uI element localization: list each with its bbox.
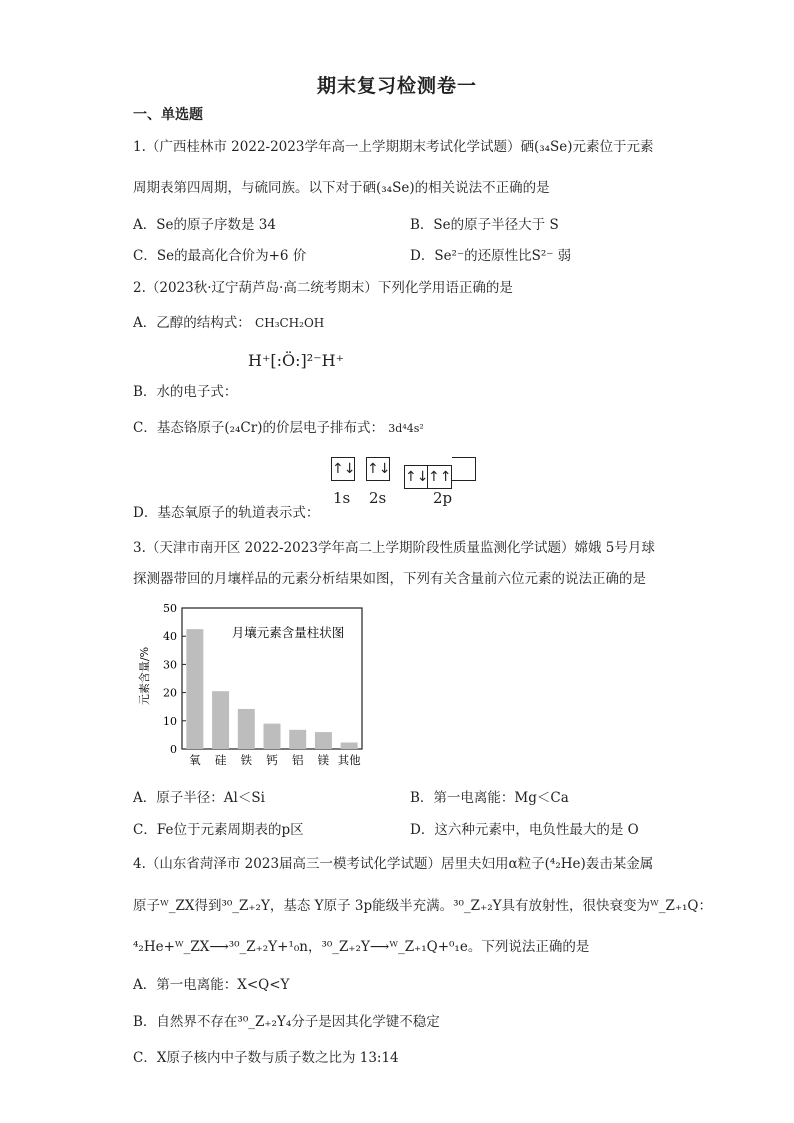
orbital-2p-2: ↑↑	[428, 465, 452, 489]
orbital-2p-1: ↑↓	[404, 465, 428, 489]
chart-title: 月壤元素含量柱状图	[231, 625, 345, 640]
section-title: 一、单选题	[133, 107, 203, 123]
orbital-1s: ↑↓	[331, 457, 355, 481]
water-electron-formula	[248, 351, 344, 370]
q3-stem-line1: 3.（天津市南开区 2022-2023学年高二上学期阶段性质量监测化学试题）嫦娥 5号月球	[133, 540, 655, 556]
orbital-label-2s: 2s	[369, 489, 387, 507]
q3-stem-line2: 探测器带回的月壤样品的元素分析结果如图，下列有关含量前六位元素的说法正确的是	[133, 571, 646, 587]
q1-stem-line2: 周期表第四周期，与硫同族。以下对于硒(₃₄Se)的相关说法不正确的是	[133, 180, 550, 196]
chart-bar	[212, 691, 229, 749]
q2-option-c	[133, 416, 424, 436]
chart-bar	[264, 724, 281, 749]
q2-option-a-label: A．乙醇的结构式：	[133, 315, 251, 331]
q3-option-b: B．第一电离能：Mg＜Ca	[410, 790, 569, 806]
q4-option-b: B．自然界不存在³⁰_Z₊₂Y₄分子是因其化学键不稳定	[133, 1014, 440, 1030]
q2-option-a	[133, 311, 324, 331]
q2-option-a-formula: CH₃CH₂OH	[255, 316, 325, 330]
y-tick-label: 50	[163, 602, 177, 615]
orbital-group-2s	[366, 457, 390, 481]
x-tick-label: 钙	[266, 753, 278, 767]
chart-bar	[315, 732, 332, 749]
chart-ylabel: 元素含量/%	[138, 646, 151, 706]
chart-bar	[341, 743, 358, 749]
q1-option-d: D．Se²⁻的还原性比S²⁻ 弱	[410, 248, 572, 264]
q4-option-c: C．X原子核内中子数与质子数之比为 13:14	[133, 1050, 399, 1066]
q2-option-c-formula: 3d⁴4s²	[388, 422, 424, 435]
q3-option-a: A．原子半径：Al＜Si	[133, 790, 265, 806]
orbital-2s: ↑↓	[366, 457, 390, 481]
x-tick-label: 硅	[214, 753, 227, 767]
water-electron-formula-text: H⁺[:Ö:]²⁻H⁺	[248, 351, 345, 370]
orbital-label-2p: 2p	[433, 489, 453, 507]
q2-stem: 2.（2023秋·辽宁葫芦岛·高二统考期末）下列化学用语正确的是	[133, 280, 513, 296]
y-tick-label: 10	[163, 714, 177, 728]
q4-stem-line3: ⁴₂He+ᵂ_ZX⟶³⁰_Z₊₂Y+¹₀n，³⁰_Z₊₂Y⟶ᵂ_Z₊₁Q+⁰₁e。下列说法正确的是	[133, 939, 590, 955]
q3-option-d: D．这六种元素中，电负性最大的是 O	[410, 822, 639, 838]
x-tick-label: 氧	[189, 753, 201, 767]
q1-option-b: B．Se的原子半径大于 S	[410, 217, 559, 233]
orbital-label-1s: 1s	[333, 489, 351, 507]
chart-bar	[186, 629, 203, 749]
x-tick-label: 铝	[291, 753, 304, 767]
y-tick-label: 30	[163, 658, 177, 672]
chart-bar	[289, 730, 306, 749]
q3-option-c: C．Fe位于元素周期表的p区	[133, 822, 304, 838]
q2-option-c-label: C．基态铬原子(₂₄Cr)的价层电子排布式：	[133, 420, 384, 436]
q1-option-a: A．Se的原子序数是 34	[133, 217, 276, 233]
page-title: 期末复习检测卷一	[316, 75, 477, 97]
moon-soil-bar-chart	[130, 598, 370, 770]
q4-stem-line2: 原子ᵂ_ZX得到³⁰_Z₊₂Y，基态 Y原子 3p能级半充满。³⁰_Z₊₂Y具有放射性，很快衰变为ᵂ_Z₊₁Q：	[133, 898, 712, 914]
x-tick-label: 铁	[240, 753, 253, 767]
orbital-group-2p	[404, 457, 476, 489]
orbital-2p-3	[452, 457, 476, 481]
x-tick-label: 其他	[337, 753, 361, 767]
q2-option-b-label: B．水的电子式：	[133, 384, 238, 400]
chart-bars	[186, 629, 357, 749]
q1-stem-line1: 1.（广西桂林市 2022-2023学年高一上学期期末考试化学试题）硒(₃₄Se)元素位于元素	[133, 139, 654, 155]
x-tick-label: 镁	[317, 753, 330, 767]
chart-bar	[238, 709, 255, 749]
orbital-diagram	[331, 457, 355, 481]
y-tick-label: 20	[163, 686, 177, 700]
y-tick-label: 40	[163, 630, 177, 644]
q1-option-c: C．Se的最高化合价为+6 价	[133, 248, 307, 264]
q4-option-a: A．第一电离能：X<Q<Y	[133, 977, 290, 993]
q2-option-d-label: D．基态氧原子的轨道表示式：	[133, 505, 320, 521]
q4-stem-line1: 4.（山东省菏泽市 2023届高三一模考试化学试题）居里夫妇用α粒子(⁴₂He)轰击某金属	[133, 856, 654, 872]
y-tick-label: 0	[170, 743, 177, 756]
